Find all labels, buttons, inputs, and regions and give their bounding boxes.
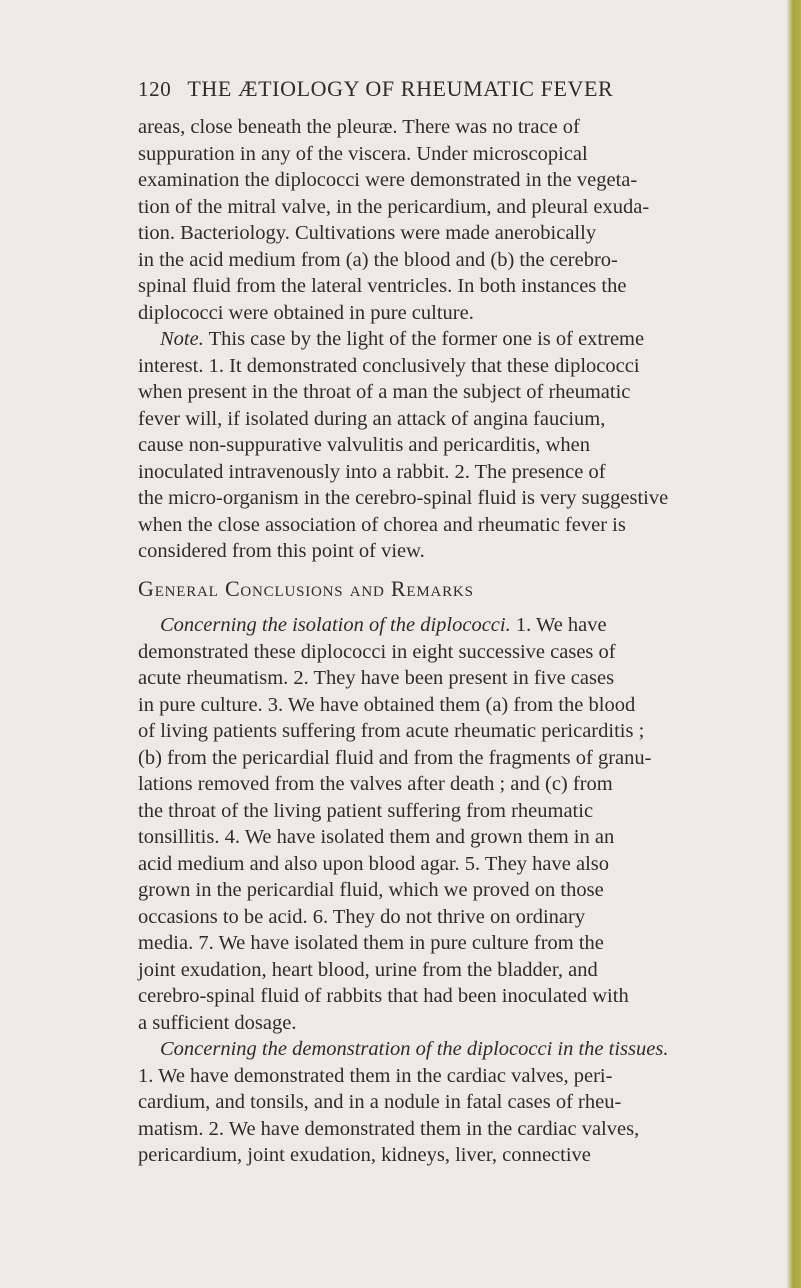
text-line: (b) from the pericardial fluid and from the fragments of granu- (138, 746, 652, 769)
note-label: Note. (160, 328, 204, 350)
tissues-label: Concerning the demonstration of the diplococci in the tissues. (160, 1038, 669, 1060)
text-line: media. 7. We have isolated them in pure culture from the (138, 932, 604, 954)
text-line (138, 612, 798, 639)
text-line: in pure culture. 3. We have obtained them (a) from the blood (138, 693, 636, 716)
text-line: matism. 2. We have demonstrated them in the cardiac valves, (138, 1117, 640, 1140)
text-line: areas, close beneath the pleuræ. There was no trace of (138, 116, 580, 138)
page-number: 120 (138, 77, 172, 101)
text-line: tion of the mitral valve, in the pericardium, and pleural exuda- (138, 195, 650, 218)
note-paragraph (138, 326, 798, 565)
text-line: grown in the pericardial fluid, which we proved on those (138, 879, 604, 901)
text-line: a sufficient dosage. (138, 1011, 297, 1034)
text-line: pericardium, joint exudation, kidneys, liver, connective (138, 1144, 591, 1166)
text-line (138, 326, 798, 353)
text-line: the throat of the living patient suffering from rheumatic (138, 799, 594, 822)
running-title: THE ÆTIOLOGY OF RHEUMATIC FEVER (187, 76, 614, 101)
text-line (138, 1036, 798, 1063)
text-line: fever will, if isolated during an attack of angina faucium, (138, 407, 606, 430)
text-line: tion. Bacteriology. Cultivations were made anerobically (138, 222, 597, 244)
isolation-first-line: 1. We have (510, 614, 607, 636)
note-first-line: This case by the light of the former one is of extreme (203, 328, 645, 350)
text-line: suppuration in any of the viscera. Under microscopical (138, 142, 588, 165)
text-line: demonstrated these diplococci in eight successive cases of (138, 640, 616, 663)
section-heading: General Conclusions and Remarks (138, 576, 474, 601)
text-line: cause non-suppurative valvulitis and pericarditis, when (138, 434, 591, 456)
text-line: examination the diplococci were demonstrated in the vegeta- (138, 169, 638, 191)
text-line: lations removed from the valves after death ; and (c) from (138, 773, 613, 795)
text-line: inoculated intravenously into a rabbit. 2. The presence of (138, 460, 606, 483)
text-line: diplococci were obtained in pure culture. (138, 301, 474, 324)
text-line: occasions to be acid. 6. They do not thrive on ordinary (138, 905, 586, 928)
text-line: the micro-organism in the cerebro-spinal fluid is very suggestive (138, 487, 669, 509)
text-line: of living patients suffering from acute rheumatic pericarditis ; (138, 720, 645, 742)
text-line: considered from this point of view. (138, 540, 425, 562)
text-line: in the acid medium from (a) the blood and (b) the cerebro- (138, 248, 618, 271)
text-line: interest. 1. It demonstrated conclusively that these diplococci (138, 354, 640, 377)
text-line: 1. We have demonstrated them in the cardiac valves, peri- (138, 1064, 613, 1087)
isolation-paragraph (138, 612, 798, 1036)
text-line: spinal fluid from the lateral ventricles. In both instances the (138, 275, 627, 297)
text-line: when the close association of chorea and rheumatic fever is (138, 513, 626, 536)
running-head (138, 76, 698, 102)
text-line: acute rheumatism. 2. They have been present in five cases (138, 667, 615, 689)
text-line: tonsillitis. 4. We have isolated them and grown them in an (138, 826, 615, 848)
text-line: when present in the throat of a man the subject of rheumatic (138, 381, 631, 403)
text-line: cerebro-spinal fluid of rabbits that had been inoculated with (138, 985, 629, 1007)
text-line: cardium, and tonsils, and in a nodule in fatal cases of rheu- (138, 1091, 622, 1113)
text-line: acid medium and also upon blood agar. 5. They have also (138, 852, 610, 875)
text-line: joint exudation, heart blood, urine from the bladder, and (138, 958, 598, 981)
tissues-paragraph (138, 1036, 798, 1169)
isolation-label: Concerning the isolation of the diplococci. (160, 614, 511, 636)
case-paragraph (138, 114, 798, 326)
